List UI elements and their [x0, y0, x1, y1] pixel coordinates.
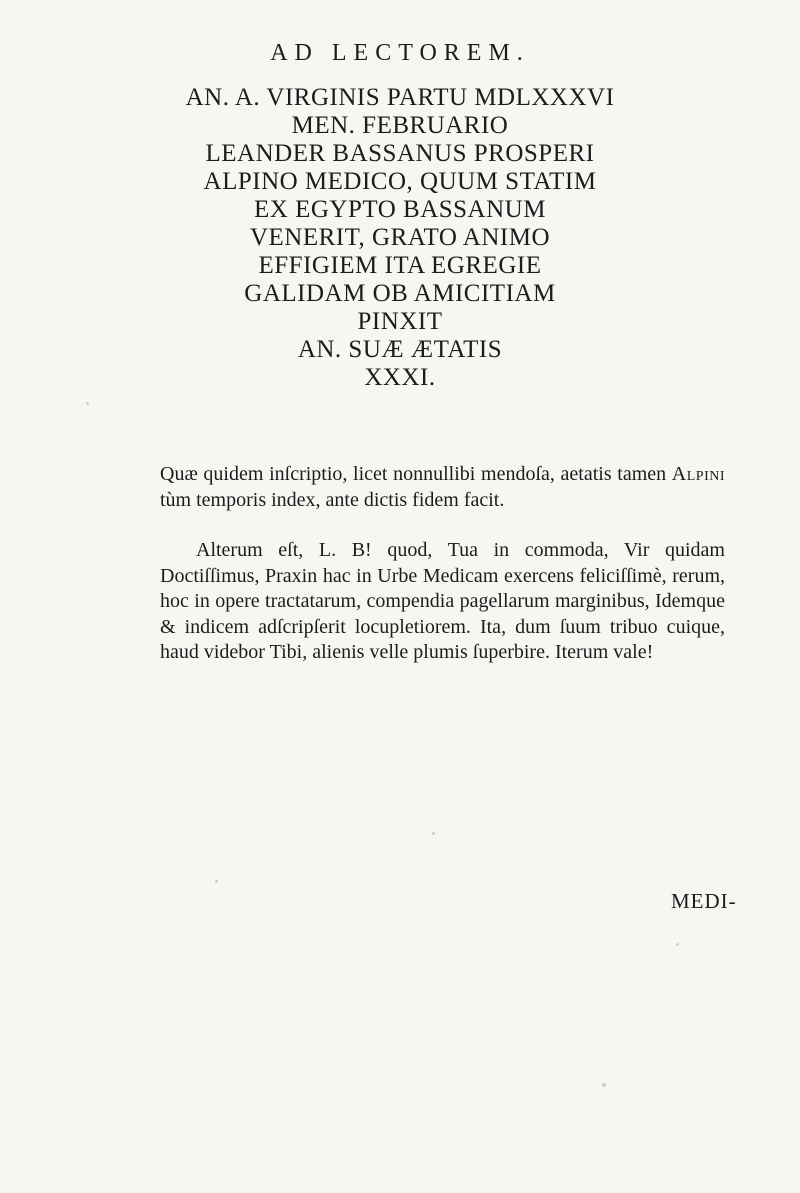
- inscription-line: GALIDAM OB AMICITIAM: [244, 280, 556, 307]
- portrait-inscription: [0, 84, 800, 392]
- catchword: MEDI-: [671, 889, 737, 913]
- inscription-line: ALPINO MEDICO, QUUM STATIM: [203, 168, 597, 195]
- paper-speck: [432, 832, 435, 835]
- inscription-line: VENERIT, GRATO ANIMO: [249, 224, 551, 251]
- paper-speck: [215, 880, 218, 883]
- inscription-line: AN. A. VIRGINIS PARTU MDLXXXVI: [185, 84, 615, 111]
- inscription-line: AN. SUÆ ÆTATIS: [297, 336, 503, 363]
- inscription-line: PINXIT: [357, 308, 443, 335]
- inscription-line: EFFIGIEM ITA EGREGIE: [258, 252, 542, 279]
- paragraph-acknowledgement: Alterum eſt, L. B! quod, Tua in commoda, Vir quidam Doctiſſimus, Praxin hac in Urbe Medicam exercens feliciſſimè, rerum, hoc in opere tractatarum, compendia pagellarum marginibus, Idemque & indicem adſcripſerit locupletiorem. Ita, dum ſuum tribuo cuique, haud videbor Tibi, alienis velle plumis ſuperbire. Iterum vale!: [160, 539, 725, 663]
- paper-speck: [602, 1083, 606, 1087]
- paragraph-text-start: Quæ quidem inſcriptio, licet nonnullibi mendoſa, aetatis tamen: [160, 463, 672, 485]
- inscription-line: EX EGYPTO BASSANUM: [254, 196, 546, 223]
- paper-speck: [676, 943, 679, 946]
- paper-speck: [86, 402, 89, 405]
- inscription-line: XXXI.: [364, 364, 436, 391]
- paragraph-inscription-note: [160, 462, 725, 513]
- paragraph-text-end: tùm temporis index, ante dictis fidem facit.: [160, 488, 505, 511]
- inscription-line: MEN. FEBRUARIO: [291, 112, 509, 139]
- inscription-line: LEANDER BASSANUS PROSPERI: [205, 140, 595, 167]
- page-heading: AD LECTOREM.: [270, 40, 530, 66]
- author-name: Alpini: [671, 463, 725, 485]
